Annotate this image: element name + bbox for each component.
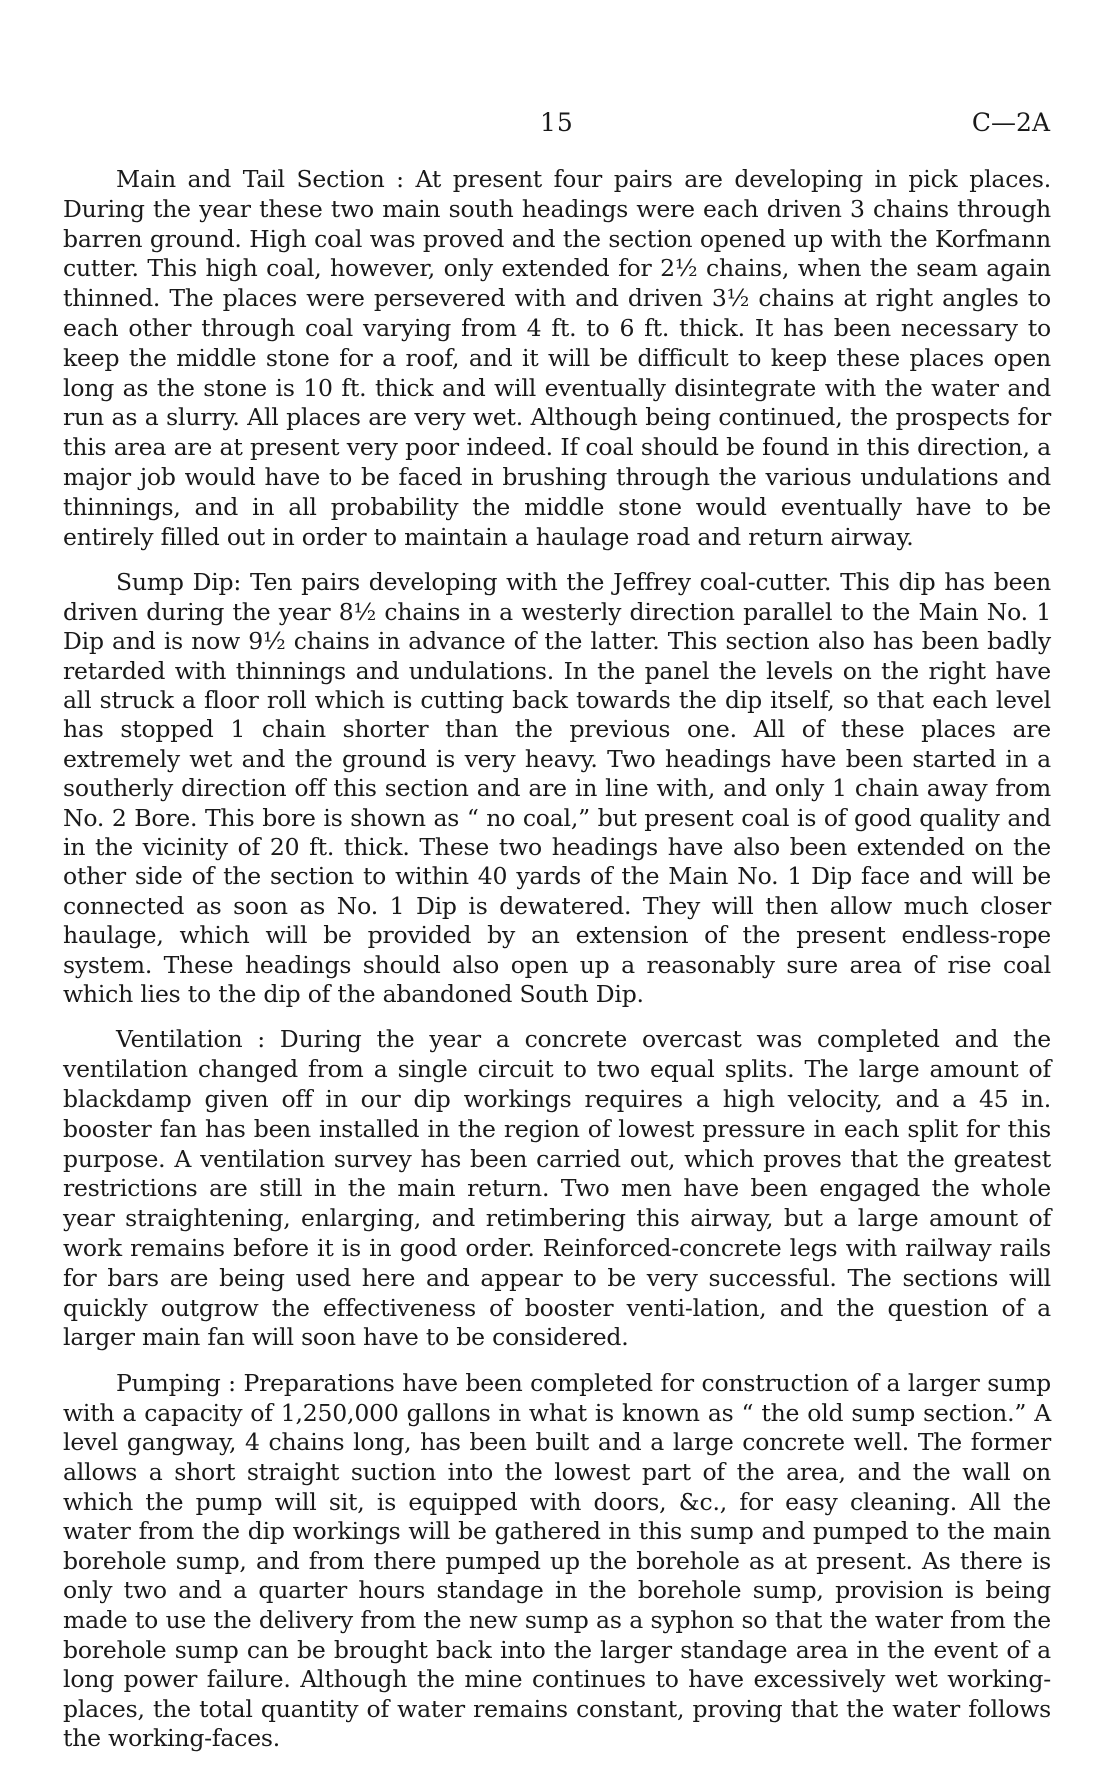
paragraph-main-and-tail-section: Main and Tail Section : At present four pairs are developing in pick places. During the year these two main south headings were each driven 3 chains through barren ground. High coal was proved and the section opened up with the Korfmann cutter. This high coal, however, only extended for 2½ chains, when the seam again thinned. The places were persevered with and driven 3½ chains at right angles to each other through coal varying from 4 ft. to 6 ft. thick. It has been necessary to keep the middle stone for a roof, and it will be difficult to keep these places open long as the stone is 10 ft. thick and will eventually disintegrate with the water and run as a slurry. All places are very wet. Although being continued, the prospects for this area are at present very poor indeed. If coal should be found in this direction, a major job would have to be faced in brushing through the various undulations and thinnings, and in all probability the middle stone would eventually have to be entirely filled out in order to maintain a haulage road and return airway.: [63, 165, 1051, 551]
body-text: [63, 165, 1051, 1770]
document-reference-suffix: A: [1031, 108, 1050, 137]
page-number: 15: [540, 108, 574, 137]
paragraph-sump-dip: Sump Dip: Ten pairs developing with the Jeffrey coal-cutter. This dip has been driven during the year 8½ chains in a westerly direction parallel to the Main No. 1 Dip and is now 9½ chains in advance of the latter. This section also has been badly retarded with thinnings and undulations. In the panel the levels on the right have all struck a floor roll which is cutting back towards the dip itself, so that each level has stopped 1 chain shorter than the previous one. All of these places are extremely wet and the ground is very heavy. Two headings have been started in a southerly direction off this section and are in line with, and only 1 chain away from No. 2 Bore. This bore is shown as “ no coal,” but present coal is of good quality and in the vicinity of 20 ft. thick. These two headings have also been extended on the other side of the section to within 40 yards of the Main No. 1 Dip face and will be connected as soon as No. 1 Dip is dewatered. They will then allow much closer haulage, which will be provided by an extension of the present endless-rope system. These headings should also open up a reasonably sure area of rise coal which lies to the dip of the abandoned South Dip.: [63, 568, 1051, 1009]
page-header: [0, 108, 1114, 148]
paragraph-pumping: Pumping : Preparations have been completed for construction of a larger sump with a capacity of 1,250,000 gallons in what is known as “ the old sump section.” A level gangway, 4 chains long, has been built and a large concrete well. The former allows a short straight suction into the lowest part of the area, and the wall on which the pump will sit, is equipped with doors, &c., for easy cleaning. All the water from the dip workings will be gathered in this sump and pumped to the main borehole sump, and from there pumped up the borehole as at present. As there is only two and a quarter hours standage in the borehole sump, provision is being made to use the delivery from the new sump as a syphon so that the water from the borehole sump can be brought back into the larger standage area in the event of a long power failure. Although the mine continues to have excessively wet working-places, the total quantity of water remains constant, proving that the water follows the working-faces.: [63, 1369, 1051, 1753]
paragraph-ventilation: Ventilation : During the year a concrete overcast was completed and the ventilation changed from a single circuit to two equal splits. The large amount of blackdamp given off in our dip workings requires a high velocity, and a 45 in. booster fan has been installed in the region of lowest pressure in each split for this purpose. A ventilation survey has been carried out, which proves that the greatest restrictions are still in the main return. Two men have been engaged the whole year straightening, enlarging, and retimbering this airway, but a large amount of work remains before it is in good order. Reinforced-concrete legs with railway rails for bars are being used here and appear to be very successful. The sections will quickly outgrow the effectiveness of booster venti-lation, and the question of a larger main fan will soon have to be considered.: [63, 1025, 1051, 1352]
document-reference: [972, 108, 1050, 137]
document-reference-main: C—2: [971, 108, 1032, 137]
